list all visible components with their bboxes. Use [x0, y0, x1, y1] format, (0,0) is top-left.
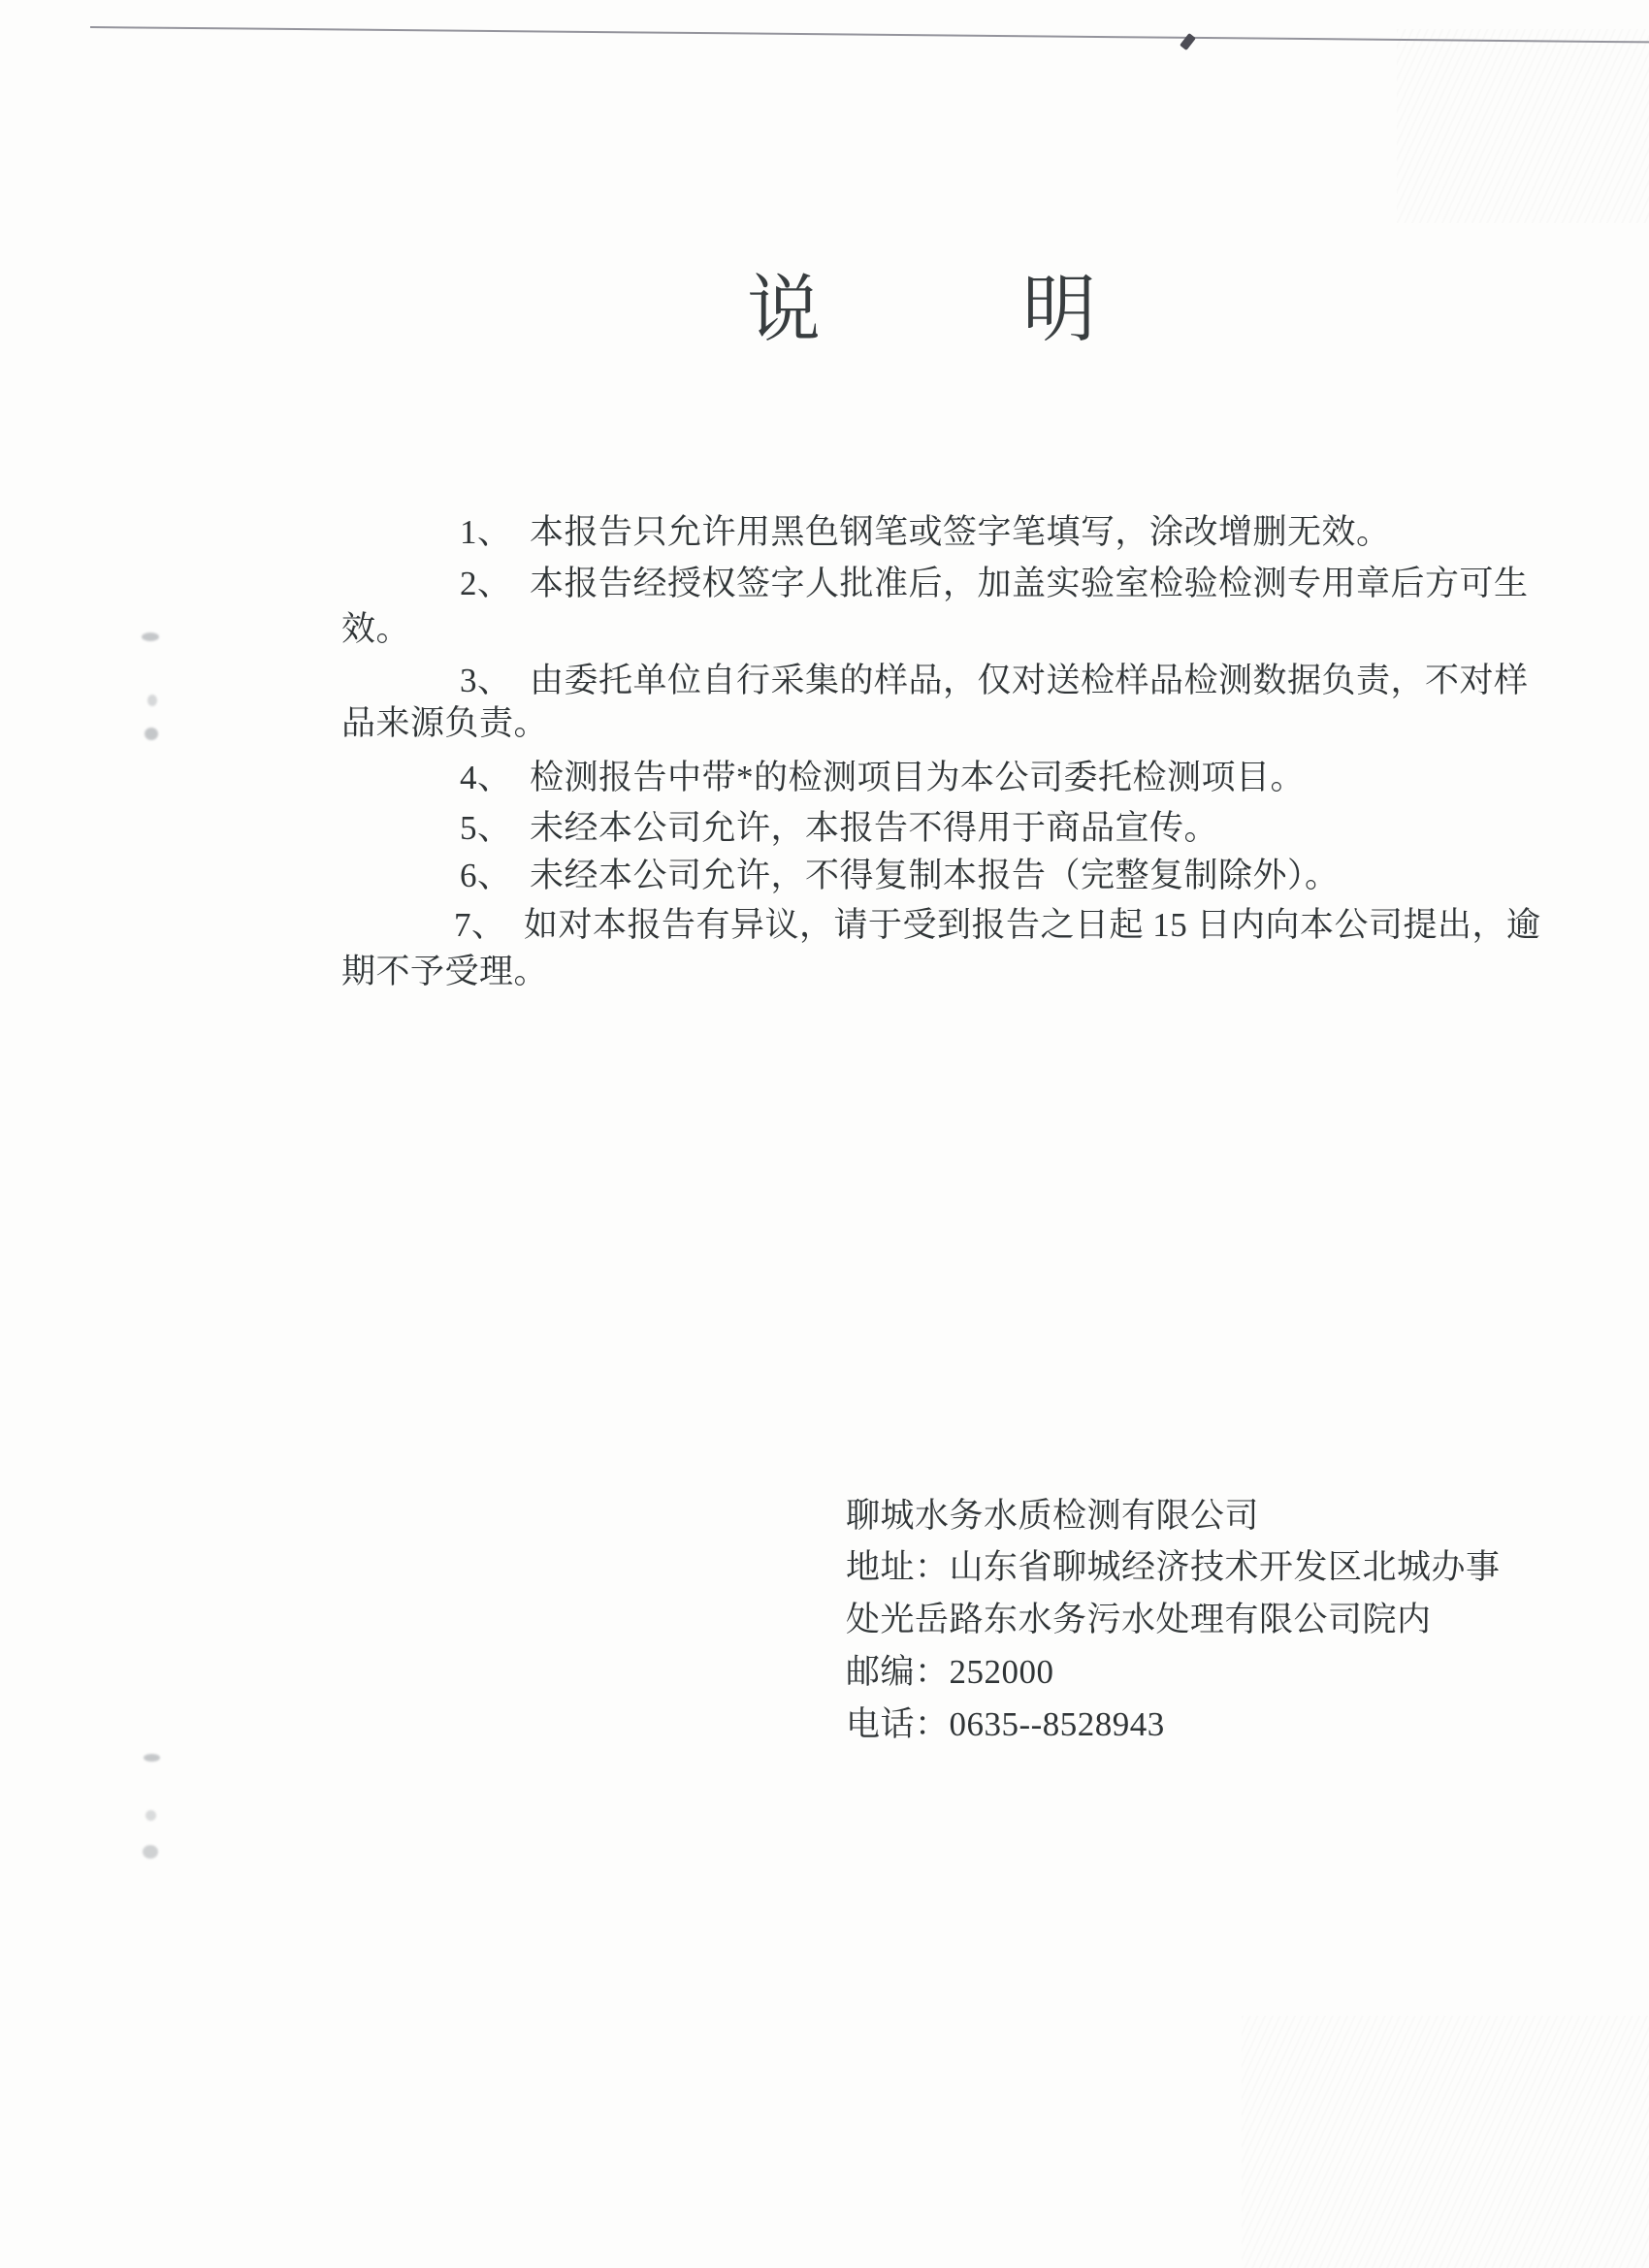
note-line-6: 6、 未经本公司允许，不得复制本报告（完整复制除外）。: [460, 857, 1340, 894]
note-line-3-continuation: 品来源负责。: [341, 704, 549, 742]
company-name: 聊城水务水质检测有限公司: [846, 1497, 1260, 1535]
company-phone: 电话：0635--8528943: [846, 1705, 1165, 1743]
note-line-2: 2、 本报告经授权签字人批准后，加盖实验室检验检测专用章后方可生: [460, 565, 1529, 602]
company-address-line-1: 地址：山东省聊城经济技术开发区北城办事: [846, 1548, 1501, 1586]
scan-smudge: [142, 632, 159, 641]
scan-smudge: [147, 695, 157, 706]
note-line-5: 5、 未经本公司允许，本报告不得用于商品宣传。: [460, 809, 1219, 847]
note-line-3: 3、 由委托单位自行采集的样品，仅对送检样品检测数据负责，不对样: [460, 662, 1529, 699]
scan-texture-top-right: [1397, 29, 1649, 223]
title-char-ming: 明: [1022, 270, 1096, 351]
company-postal-code: 邮编：252000: [846, 1653, 1054, 1691]
note-line-7: 7、 如对本报告有异议，请于受到报告之日起 15 日内向本公司提出，逾: [454, 906, 1541, 944]
scan-texture-bottom-right: [1242, 2016, 1649, 2268]
note-line-4: 4、 检测报告中带*的检测项目为本公司委托检测项目。: [460, 759, 1306, 796]
scan-smudge: [146, 1810, 156, 1821]
page-title: [747, 270, 1096, 351]
scan-artifact-speck: [1180, 33, 1196, 50]
company-address-line-2: 处光岳路东水务污水处理有限公司院内: [846, 1601, 1432, 1638]
note-line-1: 1、 本报告只允许用黑色钢笔或签字笔填写，涂改增删无效。: [460, 513, 1391, 551]
scan-artifact-line: [90, 26, 1649, 44]
scan-smudge: [145, 728, 158, 740]
scan-smudge: [143, 1845, 158, 1859]
note-line-2-continuation: 效。: [341, 610, 411, 648]
scan-smudge: [144, 1754, 160, 1762]
title-char-shuo: 说: [747, 270, 821, 351]
note-line-7-continuation: 期不予受理。: [341, 953, 549, 990]
